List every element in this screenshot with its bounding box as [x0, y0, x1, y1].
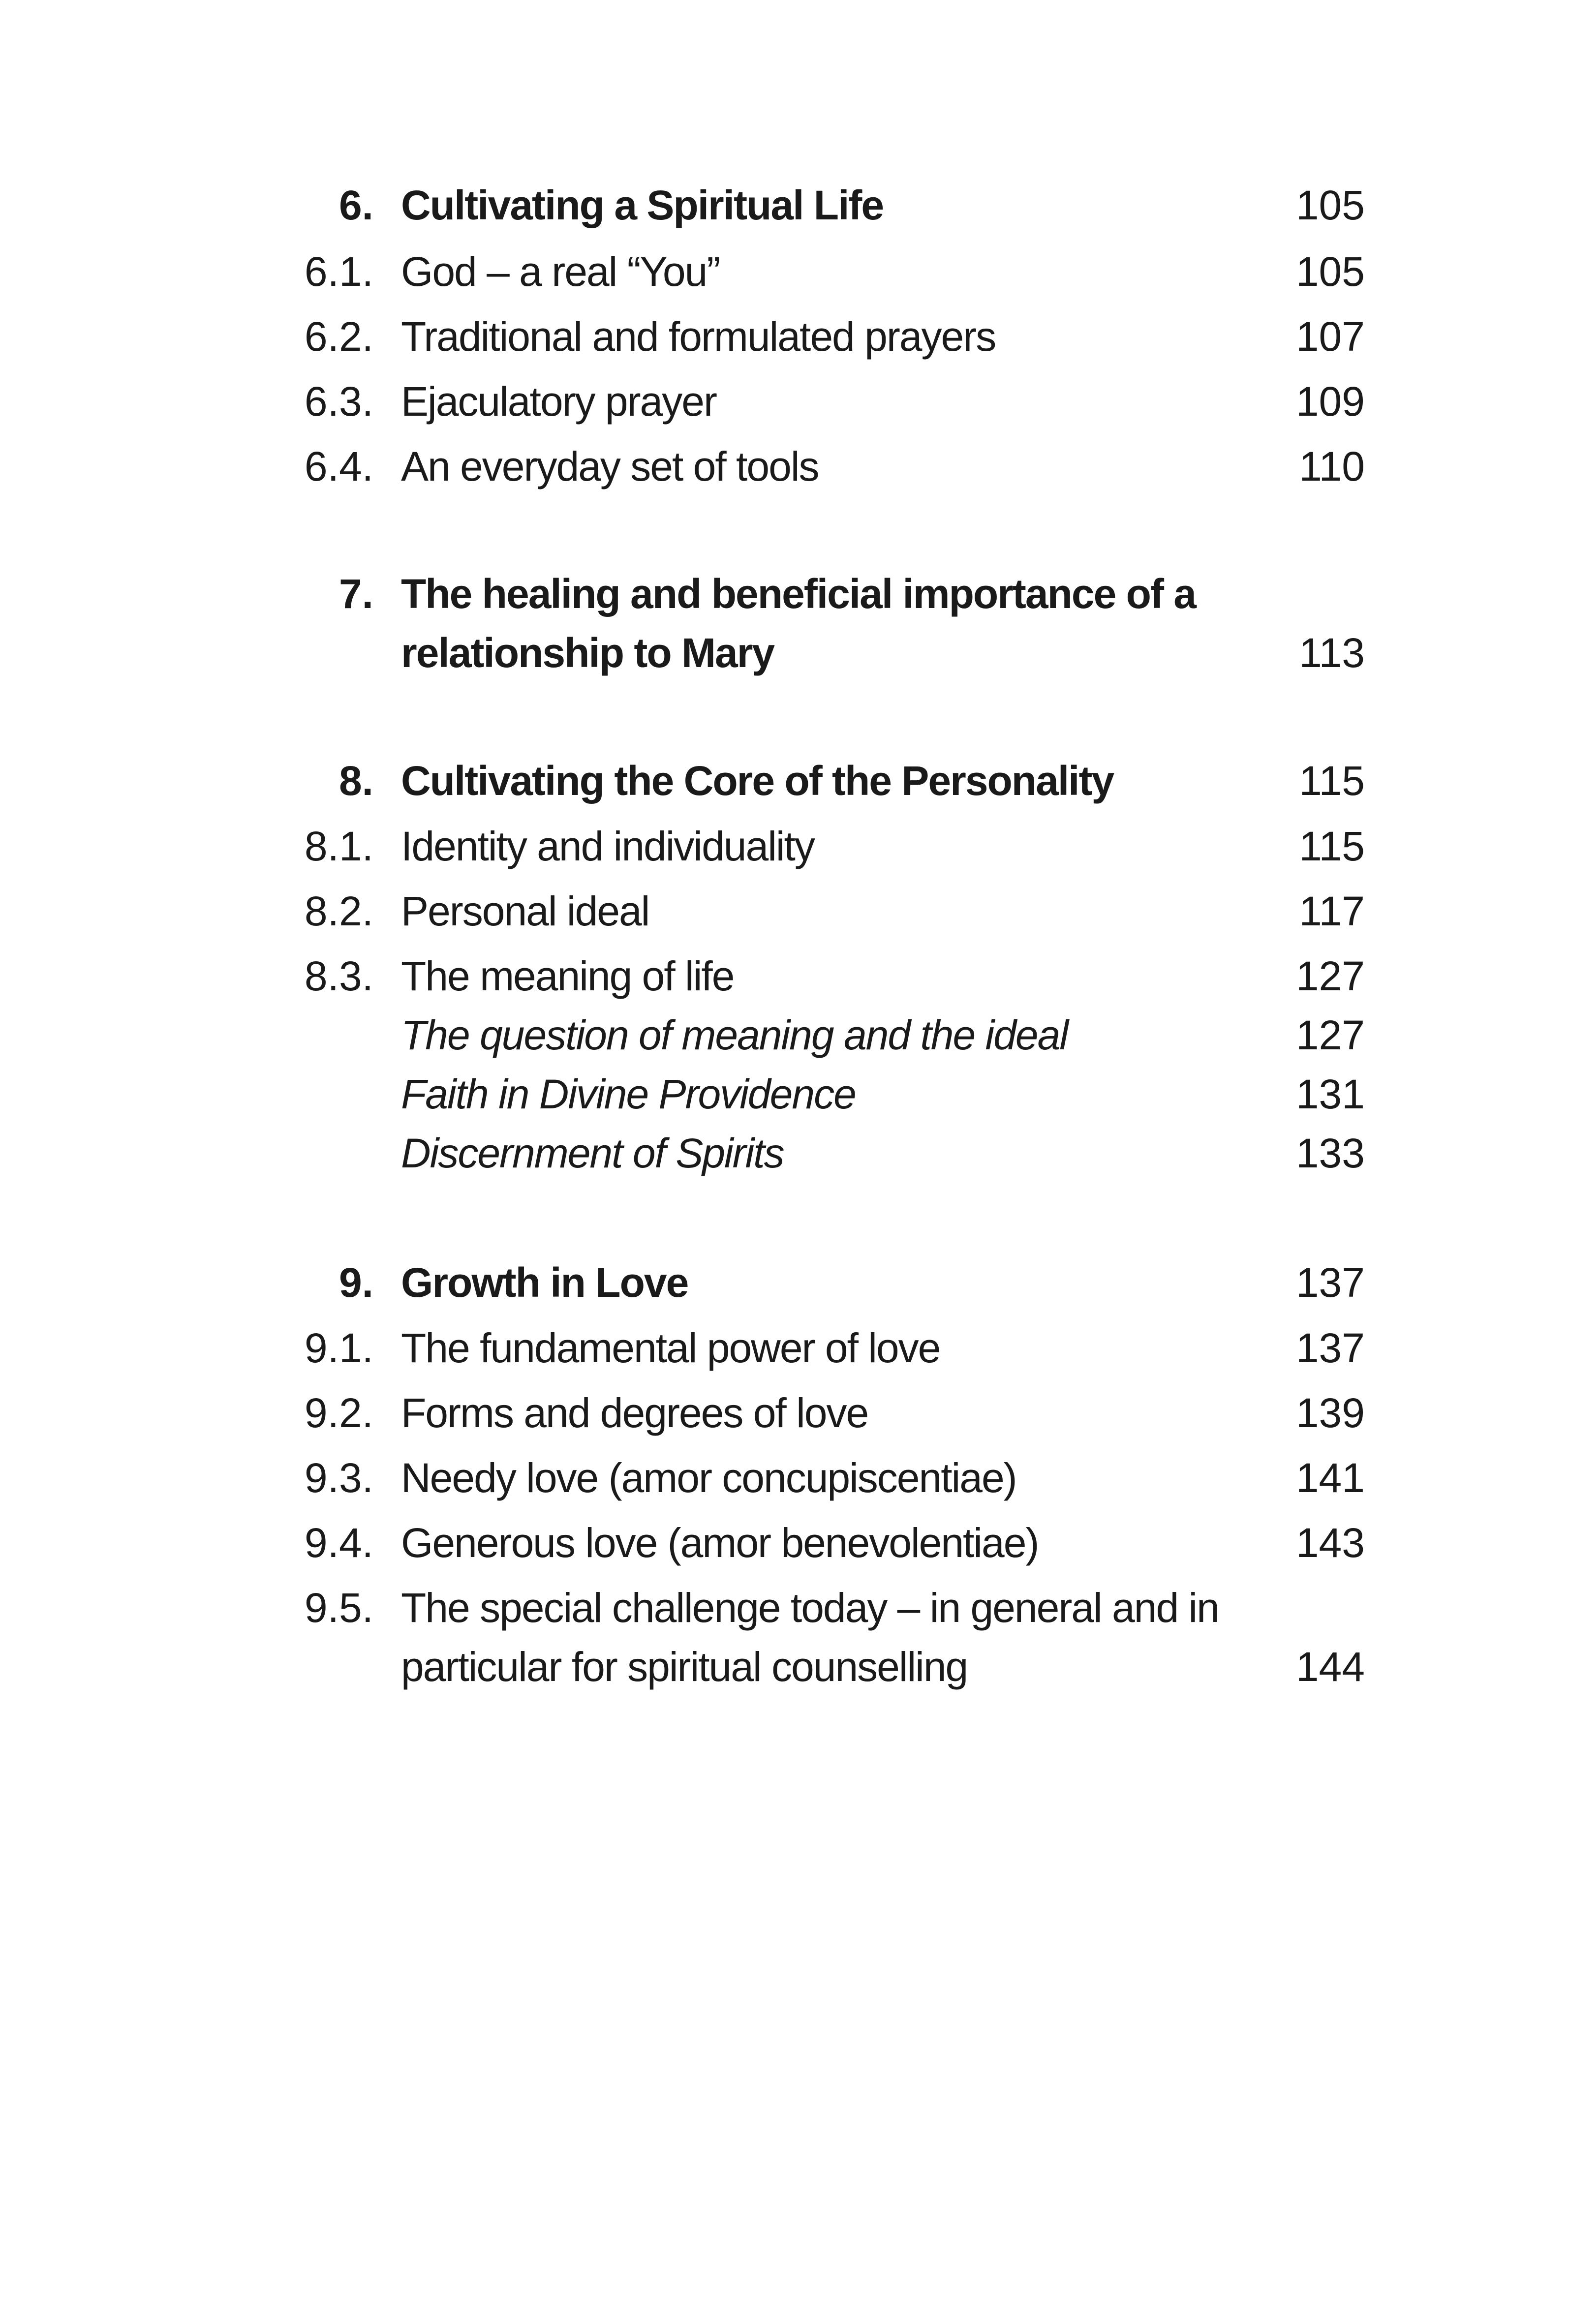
- chapter-title: Cultivating a Spiritual Life: [401, 182, 884, 228]
- chapter-number: 8.: [338, 758, 373, 804]
- toc-chapter-9-heading: [0, 1255, 1569, 1310]
- page-number: 113: [1299, 630, 1365, 676]
- toc-entry-8-1: [0, 819, 1569, 873]
- subentry-title: Discernment of Spirits: [401, 1130, 784, 1176]
- entry-title: Generous love (amor benevolentiae): [401, 1520, 1039, 1566]
- page-number: 110: [1299, 443, 1365, 489]
- page-number: 141: [1295, 1455, 1365, 1501]
- toc-entry-6-4: [0, 439, 1569, 493]
- page-number: 143: [1295, 1520, 1365, 1566]
- toc-entry-9-5: [0, 1581, 1569, 1635]
- toc-entry-8-3: [0, 949, 1569, 1003]
- subentry-title: The question of meaning and the ideal: [401, 1012, 1068, 1058]
- page-number: 139: [1295, 1390, 1365, 1436]
- entry-title: Identity and individuality: [401, 823, 814, 869]
- entry-title: An everyday set of tools: [401, 443, 819, 489]
- entry-title: Needy love (amor concupiscentiae): [401, 1455, 1016, 1501]
- entry-title: The fundamental power of love: [401, 1325, 940, 1371]
- toc-chapter-7-heading: [0, 567, 1569, 621]
- entry-title: The meaning of life: [401, 953, 734, 999]
- entry-title-line-2: particular for spiritual counselling: [401, 1644, 968, 1690]
- chapter-title: Cultivating the Core of the Personality: [401, 758, 1114, 804]
- toc-entry-6-3: [0, 374, 1569, 428]
- entry-number: 9.1.: [304, 1325, 373, 1371]
- entry-number: 6.2.: [304, 313, 373, 360]
- entry-number: 9.2.: [304, 1390, 373, 1436]
- page-number: 117: [1299, 888, 1365, 934]
- chapter-title: Growth in Love: [401, 1259, 688, 1306]
- entry-title: Traditional and formulated prayers: [401, 313, 996, 360]
- page-number: 127: [1295, 1012, 1365, 1058]
- entry-title: Forms and degrees of love: [401, 1390, 868, 1436]
- page-number: 115: [1299, 823, 1365, 869]
- toc-entry-9-5-continued: [0, 1640, 1569, 1694]
- toc-subentry: [0, 1067, 1569, 1121]
- entry-title: God – a real “You”: [401, 248, 720, 295]
- toc-chapter-6-heading: [0, 178, 1569, 232]
- page-number: 107: [1295, 313, 1365, 360]
- page-number: 109: [1295, 378, 1365, 425]
- toc-entry-8-2: [0, 884, 1569, 938]
- entry-number: 9.3.: [304, 1455, 373, 1501]
- page-number: 105: [1295, 182, 1365, 228]
- toc-subentry: [0, 1126, 1569, 1180]
- subentry-title: Faith in Divine Providence: [401, 1071, 856, 1117]
- chapter-number: 7.: [338, 571, 373, 617]
- entry-number: 9.5.: [304, 1585, 373, 1631]
- entry-number: 6.4.: [304, 443, 373, 489]
- entry-number: 6.1.: [304, 248, 373, 295]
- toc-chapter-7-heading-continued: [0, 626, 1569, 680]
- entry-number: 9.4.: [304, 1520, 373, 1566]
- chapter-number: 9.: [338, 1259, 373, 1306]
- toc-subentry: [0, 1008, 1569, 1062]
- page-number: 131: [1295, 1071, 1365, 1117]
- entry-number: 8.1.: [304, 823, 373, 869]
- toc-entry-9-2: [0, 1386, 1569, 1440]
- page-number: 144: [1295, 1644, 1365, 1690]
- page-number: 133: [1295, 1130, 1365, 1176]
- toc-entry-6-1: [0, 245, 1569, 299]
- page-number: 105: [1295, 248, 1365, 295]
- entry-number: 8.3.: [304, 953, 373, 999]
- toc-chapter-8-heading: [0, 754, 1569, 808]
- entry-title: Personal ideal: [401, 888, 649, 934]
- entry-title: Ejaculatory prayer: [401, 378, 716, 425]
- page-number: 137: [1295, 1259, 1365, 1306]
- chapter-title-line-1: The healing and beneficial importance of a: [401, 571, 1196, 617]
- toc-entry-6-2: [0, 309, 1569, 364]
- page-number: 115: [1299, 758, 1365, 804]
- entry-title-line-1: The special challenge today – in general and in: [401, 1585, 1219, 1631]
- toc-entry-9-1: [0, 1321, 1569, 1375]
- chapter-title-line-2: relationship to Mary: [401, 630, 774, 676]
- page-number: 137: [1295, 1325, 1365, 1371]
- toc-entry-9-3: [0, 1451, 1569, 1505]
- chapter-number: 6.: [338, 182, 373, 228]
- page-number: 127: [1295, 953, 1365, 999]
- toc-entry-9-4: [0, 1516, 1569, 1570]
- entry-number: 6.3.: [304, 378, 373, 425]
- entry-number: 8.2.: [304, 888, 373, 934]
